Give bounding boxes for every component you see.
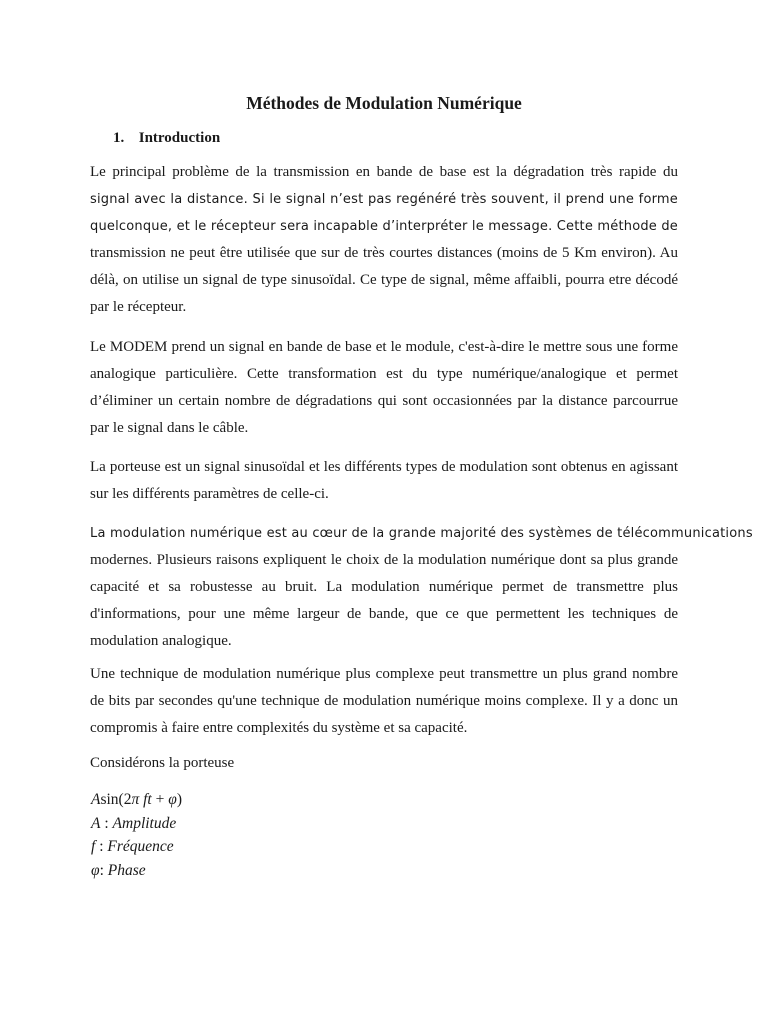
formula-amplitude-symbol: A [91, 791, 101, 808]
paragraph-modulation-numerique [90, 520, 753, 655]
paragraph-line: modernes. Plusieurs raisons expliquent le choix de la modulation numérique dont sa plus grande [90, 552, 678, 568]
paragraph-line: d’éliminer un certain nombre de dégradations qui sont occasionnées par la distance parcourrue [90, 393, 678, 409]
legend-separator: : [99, 861, 108, 879]
legend-symbol: φ [91, 861, 100, 879]
paragraph-line: La modulation numérique est au cœur de la grande majorité des systèmes de télécommunications [90, 526, 753, 541]
legend-meaning: Phase [107, 861, 146, 879]
section-number: 1. [113, 130, 125, 146]
legend-symbol: f [91, 838, 96, 855]
legend-meaning: Fréquence [107, 838, 174, 855]
carrier-formula [91, 788, 182, 882]
paragraph-considerons [90, 750, 678, 777]
legend-meaning: Amplitude [112, 814, 177, 832]
formula-legend-amplitude [91, 812, 182, 836]
paragraph-line: quelconque, et le récepteur sera incapable d’interpréter le message. Cette méthode de [90, 219, 678, 234]
paragraph-line: Le MODEM prend un signal en bande de base et le module, c'est-à-dire le mettre sous une forme [90, 339, 678, 355]
paragraph-line: par le récepteur. [90, 299, 187, 315]
paragraph-line: sur les différents paramètres de celle-ci. [90, 486, 329, 502]
paragraph-line: analogique particulière. Cette transformation est du type numérique/analogique et permet [90, 366, 678, 382]
paragraph-line: signal avec la distance. Si le signal n’est pas regénéré très souvent, il prend une forme [90, 192, 678, 207]
paragraph-line: compromis à faire entre complexités du système et sa capacité. [90, 720, 468, 736]
paragraph-line: de bits par secondes qu'une technique de modulation numérique moins complexe. Il y a donc un [90, 693, 678, 709]
legend-separator: : [100, 814, 113, 832]
page-title: Méthodes de Modulation Numérique [246, 93, 522, 113]
formula-ft: ft [139, 791, 152, 808]
paragraph-line: d'informations, pour une même largeur de bande, que ce que permettent les techniques de [90, 606, 678, 622]
formula-phi: φ [168, 791, 177, 808]
paragraph-line: par le signal dans le câble. [90, 420, 249, 436]
formula-legend-frequence [91, 835, 182, 859]
section-heading [113, 128, 220, 148]
paragraph-line: transmission ne peut être utilisée que sur de très courtes distances (moins de 5 Km environ). Au [90, 245, 678, 261]
paragraph-porteuse [90, 454, 678, 508]
paragraph-line: Considérons la porteuse [90, 755, 235, 771]
formula-plus: + [151, 791, 169, 808]
paragraph-line: délà, on utilise un signal de type sinusoïdal. Ce type de signal, même affaibli, pourra etre décodé [90, 272, 678, 288]
paragraph-transmission [90, 159, 678, 321]
paragraph-line: capacité et sa robustesse au bruit. La modulation numérique permet de transmettre plus [90, 579, 678, 595]
paragraph-line: Une technique de modulation numérique plus complexe peut transmettre un plus grand nombre [90, 666, 678, 682]
formula-expression [91, 788, 182, 812]
formula-sin: sin(2 [100, 791, 132, 808]
paragraph-modem [90, 334, 678, 442]
formula-close: ) [176, 791, 182, 808]
legend-symbol: A [91, 814, 101, 832]
paragraph-line: Le principal problème de la transmission en bande de base est la dégradation très rapide du [90, 164, 678, 180]
paragraph-line: modulation analogique. [90, 633, 232, 649]
paragraph-line: La porteuse est un signal sinusoïdal et les différents types de modulation sont obtenus en agissant [90, 459, 678, 475]
section-heading-text: Introduction [138, 130, 221, 146]
paragraph-complexite [90, 661, 678, 742]
legend-separator: : [95, 838, 108, 855]
formula-pi: π [131, 791, 140, 808]
formula-legend-phase [91, 859, 182, 883]
